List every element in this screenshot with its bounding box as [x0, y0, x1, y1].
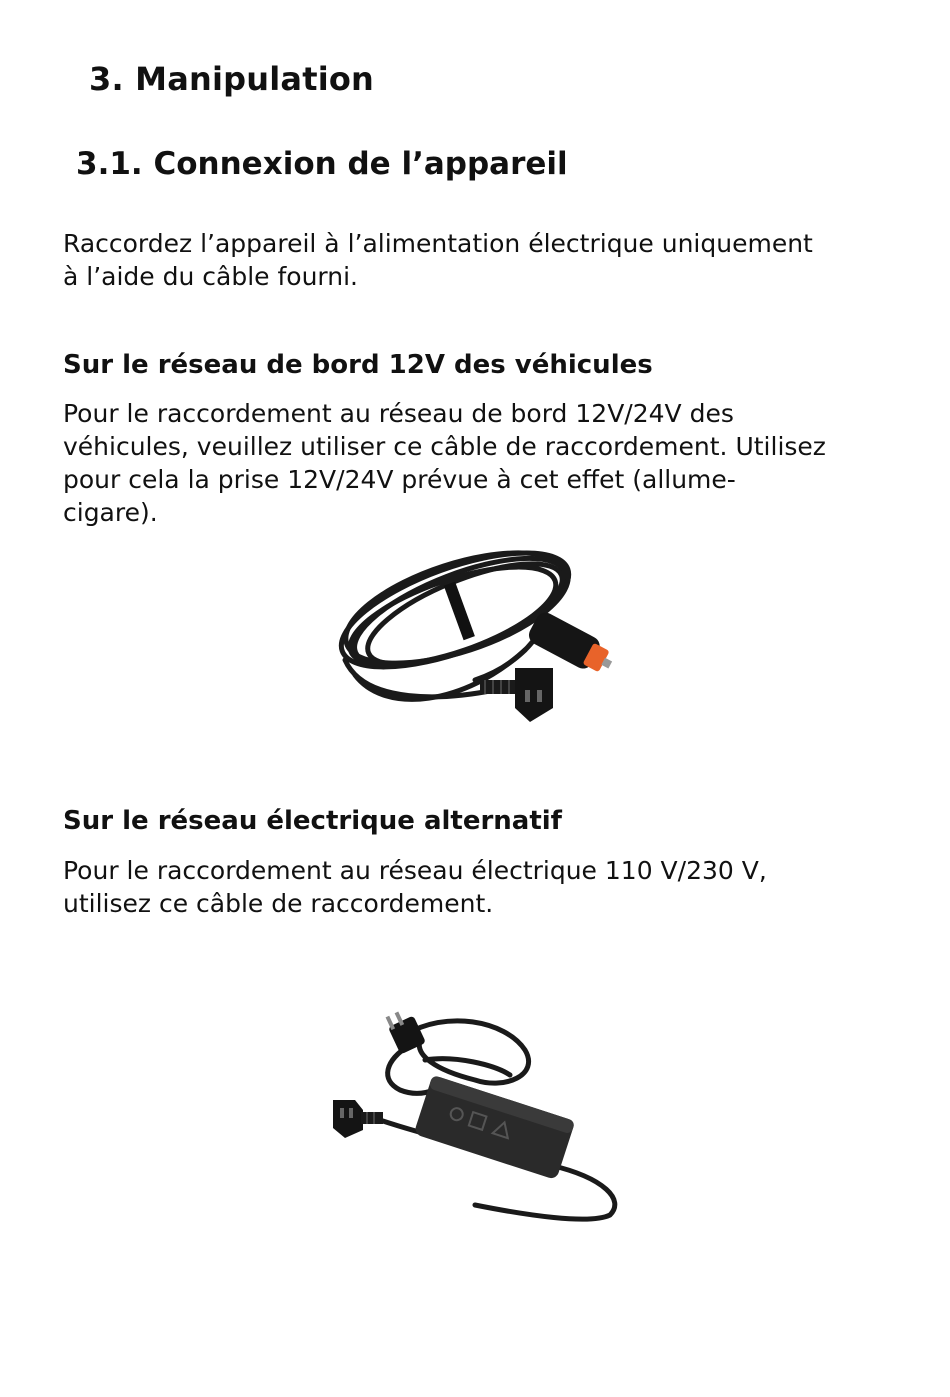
vehicle-line-3: pour cela la prise 12V/24V prévue à cet effet (allume- [63, 465, 736, 494]
mains-paragraph [63, 854, 903, 920]
vehicle-line-2: véhicules, veuillez utiliser ce câble de raccordement. Utilisez [63, 432, 826, 461]
car-charger-cable-icon [325, 530, 615, 730]
mains-line-1: Pour le raccordement au réseau électrique 110 V/230 V, [63, 856, 767, 885]
intro-line-2: à l’aide du câble fourni. [63, 262, 359, 291]
vehicle-line-4: cigare). [63, 498, 158, 527]
vehicle-paragraph [63, 397, 903, 529]
vehicle-heading: Sur le réseau de bord 12V des véhicules [63, 350, 653, 380]
intro-line-1: Raccordez l’appareil à l’alimentation électrique uniquement [63, 229, 813, 258]
ac-power-adapter-icon [325, 1000, 625, 1225]
mains-heading: Sur le réseau électrique alternatif [63, 806, 562, 836]
mains-line-2: utilisez ce câble de raccordement. [63, 889, 494, 918]
vehicle-line-1: Pour le raccordement au réseau de bord 12V/24V des [63, 399, 734, 428]
intro-paragraph [63, 227, 903, 293]
subsection-title: 3.1. Connexion de l’appareil [76, 146, 568, 182]
section-title: 3. Manipulation [89, 60, 375, 98]
